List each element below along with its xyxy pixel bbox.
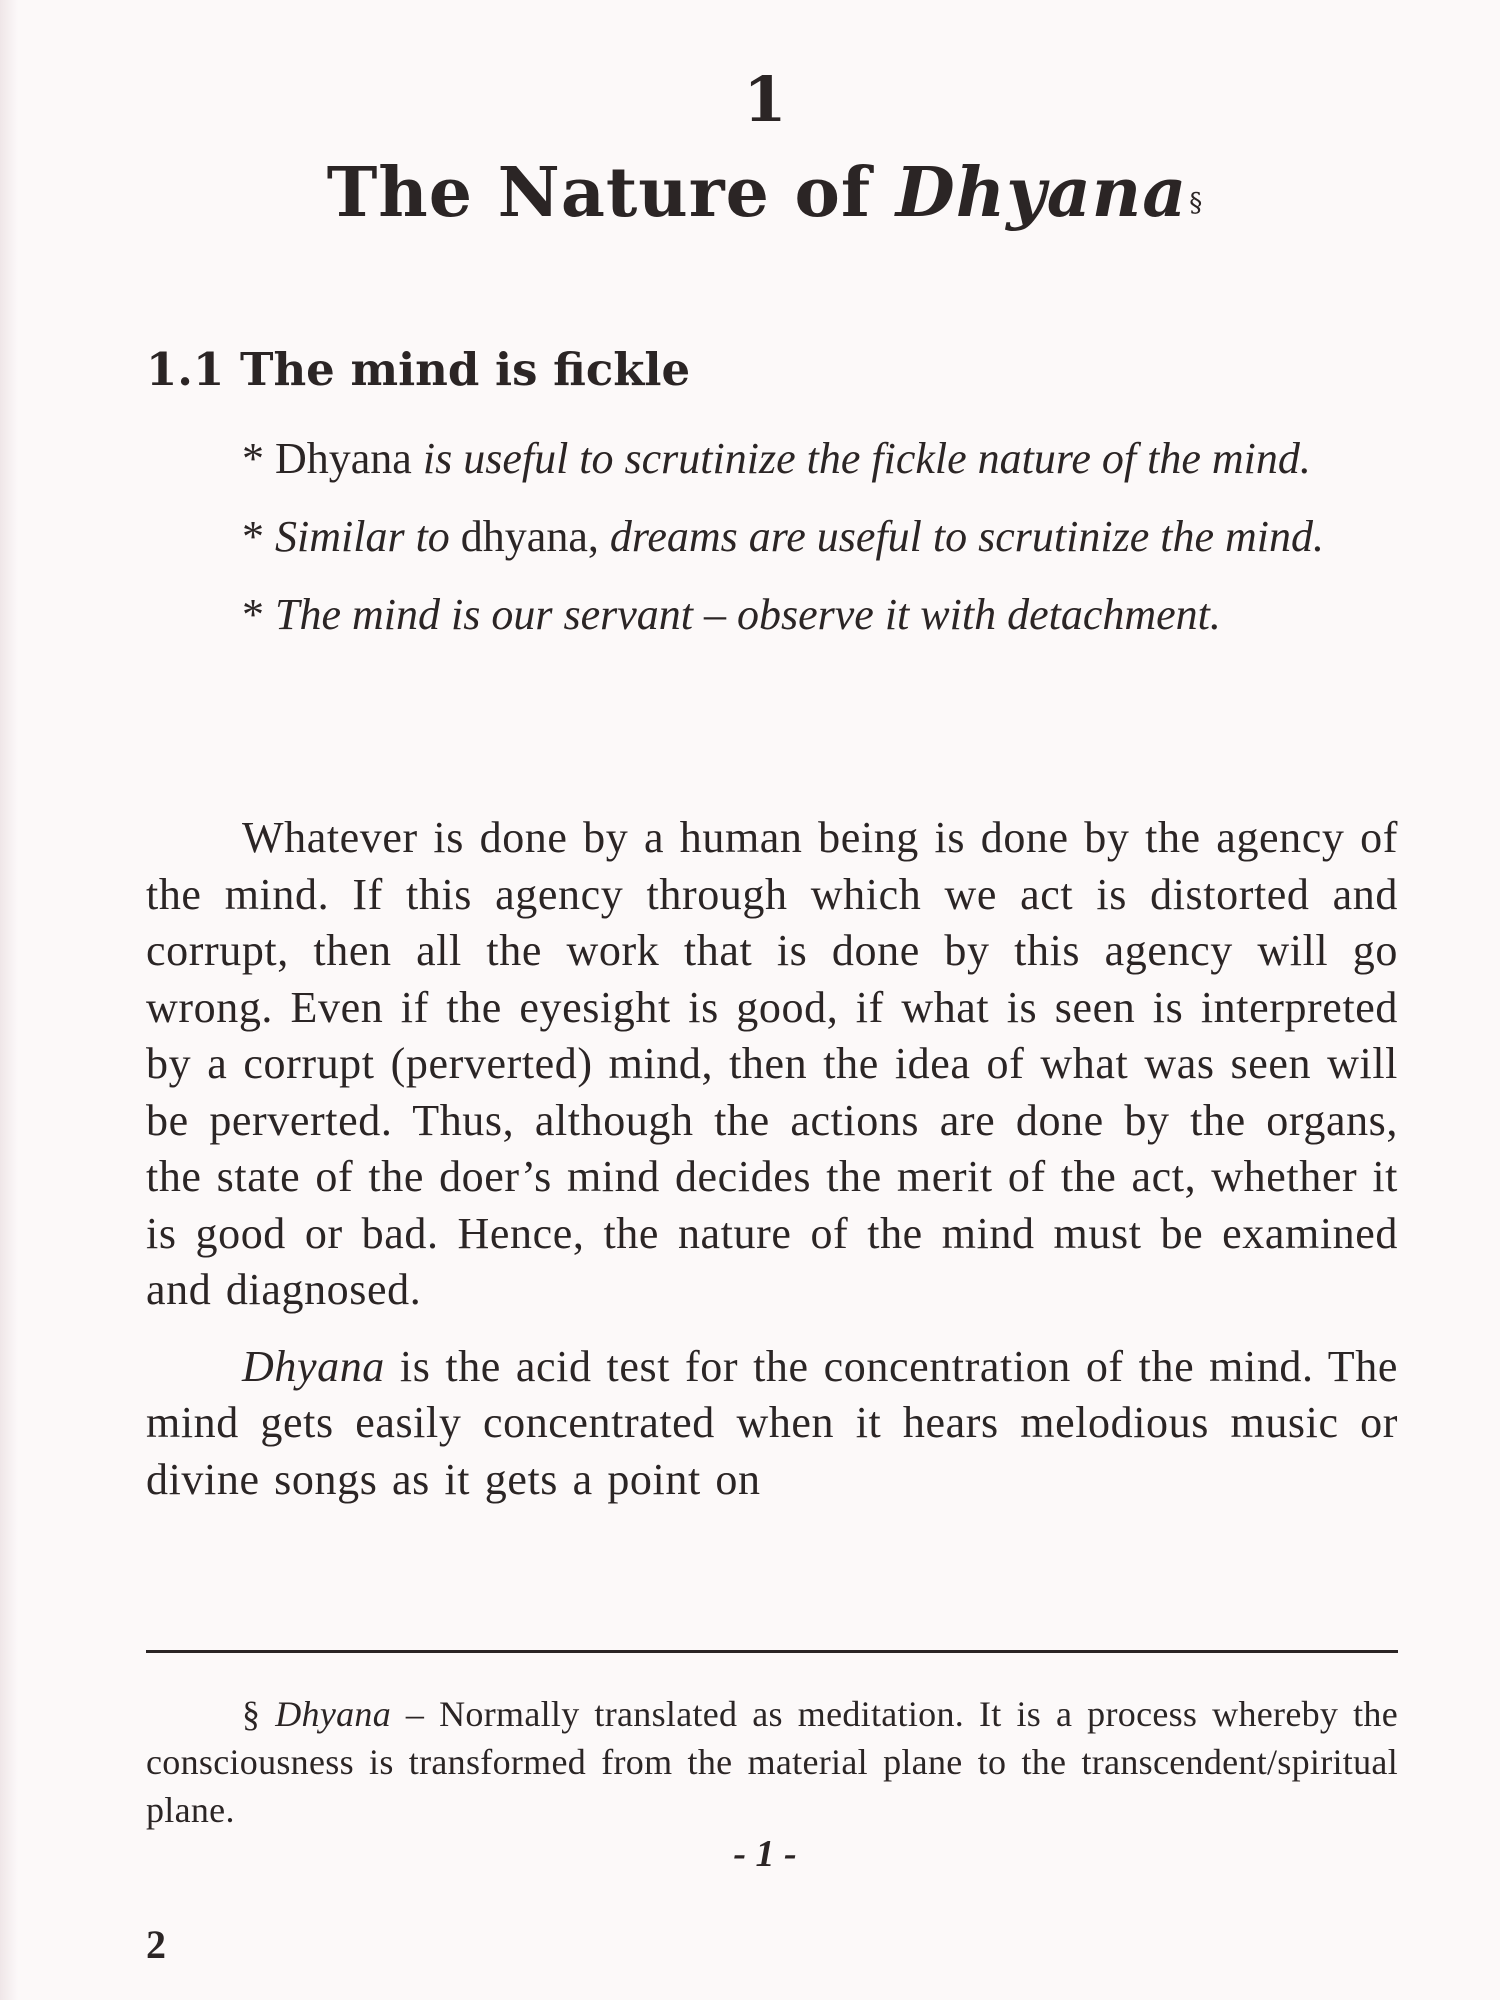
footnote-divider	[146, 1650, 1398, 1653]
page-edge-shadow	[0, 0, 18, 2000]
footnote-mark: §	[242, 1694, 276, 1734]
footnote-reference-mark: §	[1189, 188, 1204, 218]
inner-page-marker: - 1 -	[733, 1833, 797, 1875]
bullet-italic-text: is useful to scrutinize the fickle nature of the mind.	[411, 434, 1311, 483]
bullet-italic-text: dreams are useful to scrutinize the mind.	[609, 512, 1324, 561]
chapter-title-regular: The Nature of	[326, 153, 896, 233]
bullet-italic-lead: Similar to	[275, 512, 450, 561]
bullet-upright-term: Dhyana	[275, 434, 412, 483]
bullet-item	[146, 586, 1398, 643]
bullet-italic-text: The mind is our servant – observe it with detachment.	[275, 590, 1221, 639]
bullet-star: *	[242, 434, 275, 483]
chapter-title	[30, 148, 1500, 238]
paragraph-italic-term: Dhyana	[242, 1341, 385, 1391]
chapter-title-italic: Dhyana	[895, 153, 1188, 233]
paragraph-text: is the acid test for the concentration of the mind. The mind gets easily concentrated when it hears melodious music or divine songs as it gets a point on	[146, 1341, 1398, 1504]
body-text	[146, 810, 1398, 1508]
footnote-paragraph	[146, 1690, 1398, 1834]
section-heading: 1.1 The mind is fickle	[146, 343, 691, 396]
footnote	[146, 1690, 1398, 1834]
chapter-number: 1	[743, 63, 787, 136]
bullet-list	[146, 430, 1398, 643]
footnote-text: – Normally translated as meditation. It is a process whereby the consciousness is transformed from the material plane to the transcendent/spiritual plane.	[146, 1694, 1398, 1830]
page-number: 2	[146, 1922, 166, 1967]
bullet-item	[146, 430, 1398, 487]
footnote-term: Dhyana	[275, 1694, 391, 1734]
bullet-upright-term: dhyana,	[449, 512, 610, 561]
body-paragraph: Whatever is done by a human being is done by the agency of the mind. If this agency through which we act is distorted and corrupt, then all the work that is done by this agency will go wrong. Even if the eyesight is good, if what is seen is interpreted by a corrupt (perverted) mind, then the idea of what was seen will be perverted. Thus, although the actions are done by the organs, the state of the doer’s mind decides the merit of the act, whether it is good or bad. Hence, the nature of the mind must be examined and diagnosed.	[146, 813, 1398, 1314]
bullet-star: *	[242, 512, 275, 561]
bullet-item	[146, 508, 1398, 565]
body-paragraph	[146, 1339, 1398, 1509]
bullet-star: *	[242, 590, 275, 639]
